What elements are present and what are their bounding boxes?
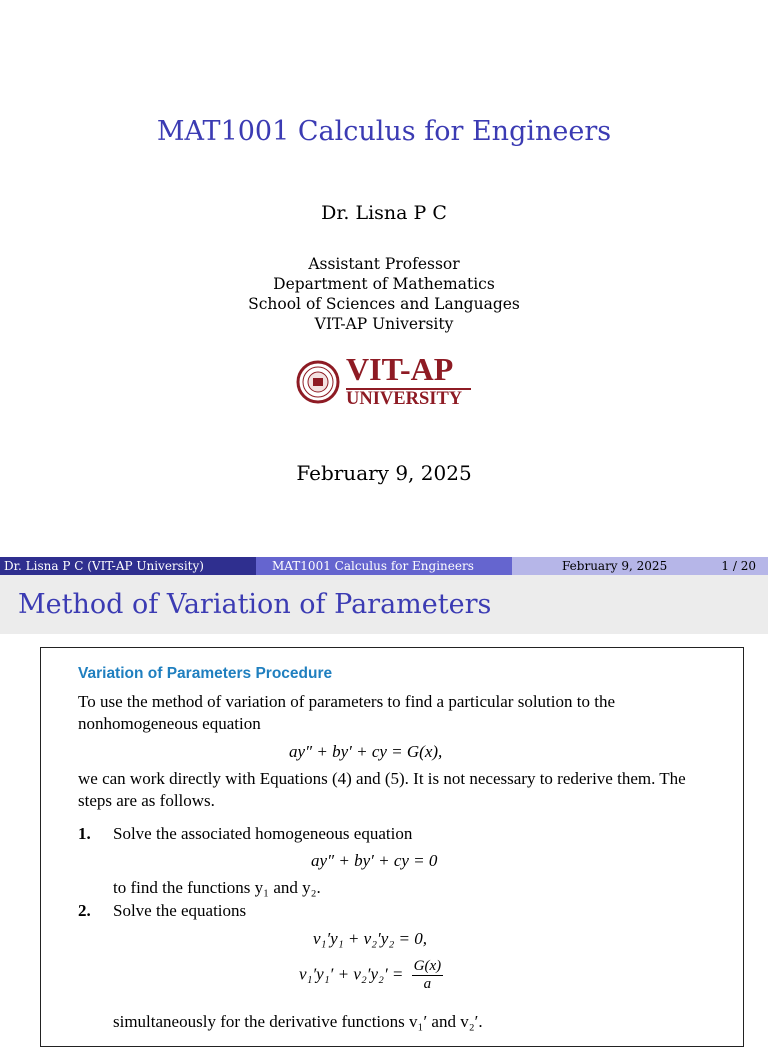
system-equation-1: v₁′y₁ + v₂′y₂ = 0, <box>313 929 427 948</box>
author-name: Dr. Lisna P C <box>321 202 447 224</box>
affiliation-line: Department of Mathematics <box>273 275 495 293</box>
logo-subtitle: UNIVERSITY <box>346 389 463 409</box>
footer-meta <box>512 557 768 575</box>
slide-footer <box>0 557 768 575</box>
procedure-box <box>40 647 744 1047</box>
university-seal-icon <box>296 360 340 404</box>
logo-wordmark: VIT-AP <box>346 351 454 387</box>
procedure-heading: Variation of Parameters Procedure <box>78 665 333 682</box>
fraction <box>412 958 443 993</box>
system-equation-2 <box>299 958 443 993</box>
affiliation-line: VIT-AP University <box>314 315 454 333</box>
footer-date: February 9, 2025 <box>562 559 668 573</box>
step-text: Solve the associated homogeneous equation <box>113 824 413 843</box>
presentation-date: February 9, 2025 <box>296 461 472 485</box>
footer-author: Dr. Lisna P C (VIT-AP University) <box>0 557 256 575</box>
fraction-numerator: G(x) <box>413 958 442 974</box>
step-number: 1. <box>78 824 91 843</box>
author-affiliation <box>0 254 768 334</box>
main-equation: ay″ + by′ + cy = G(x), <box>289 742 443 761</box>
step-number: 2. <box>78 901 91 920</box>
presentation-title: MAT1001 Calculus for Engineers <box>156 116 612 147</box>
intro-paragraph: To use the method of variation of parameters to find a particular solution to the nonhomogeneous equation <box>78 692 615 733</box>
frame-title: Method of Variation of Parameters <box>18 589 492 620</box>
university-logo <box>296 351 476 409</box>
affiliation-line: Assistant Professor <box>308 255 460 273</box>
equation-left-side: v₁′y₁′ + v₂′y₂′ = <box>299 964 404 984</box>
homogeneous-equation: ay″ + by′ + cy = 0 <box>311 851 438 870</box>
footer-page-number: 1 / 20 <box>721 559 756 573</box>
affiliation-line: School of Sciences and Languages <box>248 295 520 313</box>
step-text: to find the functions y₁ and y₂. <box>113 878 321 897</box>
step-text: simultaneously for the derivative functions v₁′ and v₂′. <box>113 1012 483 1031</box>
after-equation-paragraph: we can work directly with Equations (4) and (5). It is not necessary to rederive them. The steps are as follows. <box>78 769 686 810</box>
footer-course: MAT1001 Calculus for Engineers <box>256 557 512 575</box>
frame-title-bar <box>0 575 768 634</box>
fraction-denominator: a <box>423 976 432 992</box>
step-text: Solve the equations <box>113 901 247 920</box>
